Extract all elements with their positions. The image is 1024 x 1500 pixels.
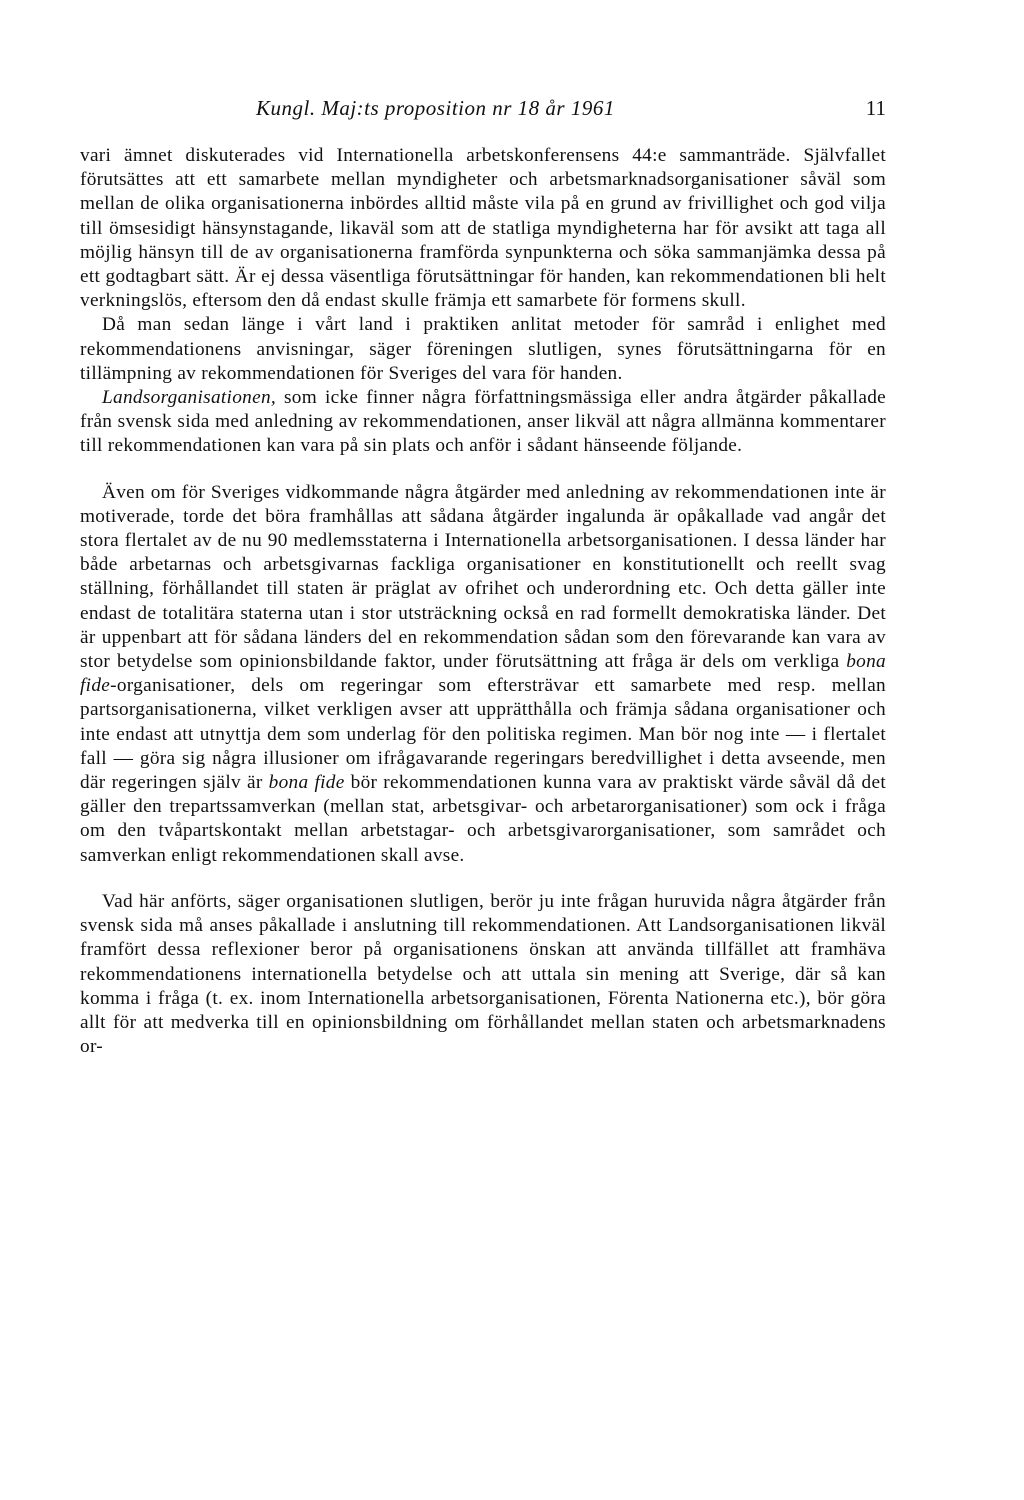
page-header <box>80 96 886 128</box>
organisation-name: Landsorganisationen, <box>102 387 277 409</box>
paragraph-4-text-b: -organisationer, dels om regeringar som eftersträvar ett samarbete med resp. mellan partsorganisationerna, vilket verkligen avser att upprätthålla och främja sådana organisationer och inte endast att utnyttja dem som underlag för den politiska regimen. Man bör nog inte — i flertalet fall — göra sig några illusioner om ifrågavarande regeringars beredvillighet i detta avseende, men där regeringen själv är <box>80 675 886 794</box>
paragraph-3 <box>80 386 886 459</box>
latin-term: bona fide <box>80 651 886 697</box>
paragraph-4-text-a: Även om för Sveriges vidkommande några åtgärder med anledning av rekommendationen inte är motiverade, torde det böra framhållas att sådana åtgärder ingalunda är opåkallade vad angår det stora flertalet av de nu 90 medlemsstaterna i Internationella arbetsorganisationen. I dessa länder har både arbetarnas och arbetsgivarnas fackliga organisationer en konstitutionellt och reellt svag ställning, förhållandet till staten är präglat av ofrihet och underordning etc. Och detta gäller inte endast de totalitära staterna utan i stor utsträckning också en rad formellt demokratiska länder. Det är uppenbart att för sådana länders del en rekommendation sådan som den förevarande kan vara av stor betydelse som opinionsbildande faktor, under förutsättning att fråga är dels om verkliga <box>80 481 886 673</box>
latin-term: bona fide <box>268 772 345 794</box>
paragraph-4 <box>80 481 886 868</box>
paragraph-3-text: som icke finner några författningsmässiga eller andra åtgärder påkallade från svensk sida med anledning av rekommendationen, anser likväl att några allmänna kommentarer till rekommendationen kan vara på sin plats och anför i sådant hänseende följande. <box>80 387 886 457</box>
paragraph-1: vari ämnet diskuterades vid Internationella arbetskonferensens 44:e sammanträde. Självfallet förutsättes att ett samarbete mellan myndigheter och arbetsmarknadsorganisationer såväl som mellan de olika organisationerna inbördes alltid måste vila på en grund av frivillighet och god vilja till ömsesidigt hänsynstagande, likaväl som att de statliga myndigheterna har för avsikt att taga all möjlig hänsyn till de av organisationerna framförda synpunkterna och söka sammanjämka dessa på ett godtagbart sätt. Är ej dessa väsentliga förutsättningar för handen, kan rekommendationen bli helt verkningslös, eftersom den då endast skulle främja ett samarbete för formens skull. <box>80 145 886 312</box>
paragraph-2: Då man sedan länge i vårt land i praktiken anlitat metoder för samråd i enlighet med rekommendationens anvisningar, säger föreningen slutligen, synes förutsättningarna för en tillämpning av rekommendationen för Sveriges del vara för handen. <box>80 314 886 384</box>
running-title: Kungl. Maj:ts proposition nr 18 år 1961 <box>256 96 615 120</box>
document-body <box>80 144 886 1059</box>
page-number: 11 <box>865 96 886 120</box>
paragraph-5: Vad här anförts, säger organisationen slutligen, berör ju inte frågan huruvida några åtgärder från svensk sida må anses påkallade i anslutning till rekommendationen. Att Landsorganisationen likväl framfört dessa reflexioner beror på organisationens önskan att använda tillfället att framhäva rekommendationens internationella betydelse och att uttala sin mening att Sverige, där så kan komma i fråga (t. ex. inom Internationella arbetsorganisationen, Förenta Nationerna etc.), bör göra allt för att medverka till en opinionsbildning om förhållandet mellan staten och arbetsmarknadens or- <box>80 890 886 1058</box>
paragraph-4-text-c: bör rekommendationen kunna vara av praktiskt värde såväl då det gäller den trepartssamverkan (mellan stat, arbetsgivar- och arbetarorganisationer) som ock i fråga om den tvåpartskontakt mellan arbetstagar- och arbetsgivarorganisationer, som samrådet och samverkan enligt rekommendationen skall avse. <box>80 772 886 866</box>
